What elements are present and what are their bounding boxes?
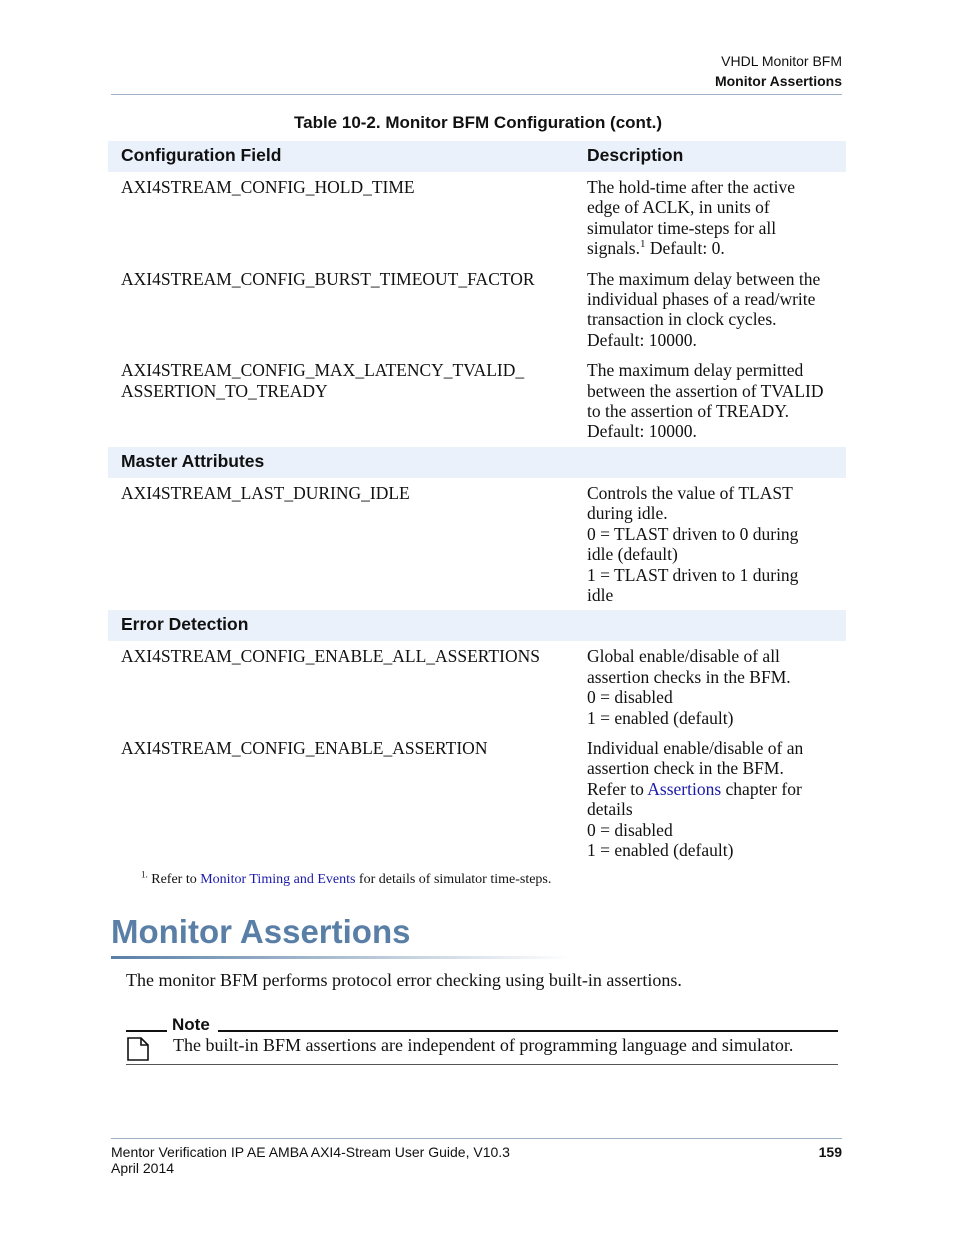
config-field: AXI4STREAM_CONFIG_BURST_TIMEOUT_FACTOR [121, 268, 535, 289]
config-description [587, 733, 846, 865]
table-row [108, 172, 846, 264]
assertions-link[interactable]: Assertions [647, 778, 722, 799]
field-line: AXI4STREAM_CONFIG_MAX_LATENCY_TVALID_ [121, 360, 525, 381]
description-text: Default: 0. [645, 238, 725, 259]
note-bottom-rule [126, 1064, 838, 1065]
section-label: Master Attributes [108, 447, 587, 478]
description-line: The maximum delay between the [587, 268, 821, 289]
config-field: AXI4STREAM_CONFIG_ENABLE_ASSERTION [121, 737, 488, 758]
description-line: edge of ACLK, in units of [587, 197, 770, 218]
note-text: The built-in BFM assertions are independent of programming language and simulator. [173, 1035, 794, 1055]
config-description [587, 478, 846, 610]
header-chapter: VHDL Monitor BFM [721, 53, 842, 69]
config-description [587, 172, 846, 264]
description-line: The maximum delay permitted [587, 360, 804, 381]
body-paragraph: The monitor BFM performs protocol error checking using built-in assertions. [126, 970, 682, 990]
field-line: ASSERTION_TO_TREADY [121, 380, 328, 401]
description-line: The hold-time after the active [587, 177, 795, 197]
header-divider [111, 94, 842, 95]
description-line [587, 238, 846, 258]
config-description [587, 264, 846, 356]
description-line: assertion checks in the BFM. [587, 666, 791, 687]
running-header [715, 51, 842, 91]
footer-info [111, 1144, 510, 1176]
description-text: signals. [587, 238, 640, 259]
footer-divider [111, 1138, 842, 1139]
footer-date: April 2014 [111, 1160, 175, 1176]
footnote-text: Refer to [147, 872, 201, 887]
table-caption: Table 10-2. Monitor BFM Configuration (cont.) [294, 113, 662, 132]
note-title: Note [172, 1015, 210, 1034]
table-row [108, 733, 846, 865]
heading-underline [111, 956, 571, 959]
footnote-text: for details of simulator time-steps. [355, 872, 552, 887]
description-line: simulator time-steps for all [587, 217, 777, 238]
section-row-master-attributes [108, 447, 846, 478]
table-row [108, 641, 846, 733]
header-section: Monitor Assertions [714, 73, 842, 89]
column-header-description: Description [587, 141, 846, 172]
description-line: Default: 10000. [587, 421, 697, 442]
config-field [108, 355, 587, 447]
page-number: 159 [818, 1144, 842, 1160]
description-line: details [587, 799, 633, 820]
section-spacer [587, 610, 846, 641]
section-row-error-detection [108, 610, 846, 641]
description-line: to the assertion of TREADY. [587, 401, 790, 422]
description-line: 1 = enabled (default) [587, 839, 734, 860]
section-label: Error Detection [108, 610, 587, 641]
monitor-timing-link[interactable]: Monitor Timing and Events [200, 872, 356, 887]
description-line: 0 = disabled [587, 819, 673, 840]
description-line: between the assertion of TVALID [587, 380, 824, 401]
description-line: individual phases of a read/write [587, 289, 816, 310]
column-header-field: Configuration Field [108, 141, 587, 172]
description-line: idle (default) [587, 544, 678, 565]
note-rule-left [126, 1030, 167, 1032]
footnote-ref[interactable]: 1 [640, 238, 646, 251]
note-page-icon [127, 1037, 149, 1066]
description-line: Controls the value of TLAST [587, 482, 793, 503]
description-line: during idle. [587, 503, 668, 524]
description-text: chapter for [721, 778, 802, 799]
description-text: Refer to [587, 778, 648, 799]
table-row [108, 478, 846, 610]
section-heading: Monitor Assertions [111, 913, 411, 950]
description-line: Global enable/disable of all [587, 646, 780, 667]
config-table [108, 141, 846, 865]
config-field: AXI4STREAM_CONFIG_ENABLE_ALL_ASSERTIONS [121, 646, 540, 667]
table-row [108, 355, 846, 447]
config-description [587, 355, 846, 447]
footnote-marker: 1. [141, 869, 148, 880]
config-field: AXI4STREAM_CONFIG_HOLD_TIME [121, 177, 415, 197]
section-spacer [587, 447, 846, 478]
description-line: Individual enable/disable of an [587, 737, 804, 758]
config-description [587, 641, 846, 733]
description-line: 0 = disabled [587, 687, 673, 708]
footer-doc-title: Mentor Verification IP AE AMBA AXI4-Stream User Guide, V10.3 [111, 1144, 510, 1160]
description-line: 0 = TLAST driven to 0 during [587, 523, 799, 544]
description-line: idle [587, 584, 614, 605]
description-line: 1 = TLAST driven to 1 during [587, 564, 799, 585]
note-rule-right [218, 1030, 838, 1032]
config-field: AXI4STREAM_LAST_DURING_IDLE [121, 482, 410, 503]
description-line [587, 779, 846, 799]
description-line: transaction in clock cycles. [587, 309, 777, 330]
table-header-row [108, 141, 846, 172]
table-footnote [141, 869, 552, 888]
description-line: assertion check in the BFM. [587, 758, 784, 779]
table-row [108, 264, 846, 356]
description-line: 1 = enabled (default) [587, 707, 734, 728]
description-line: Default: 10000. [587, 329, 697, 350]
